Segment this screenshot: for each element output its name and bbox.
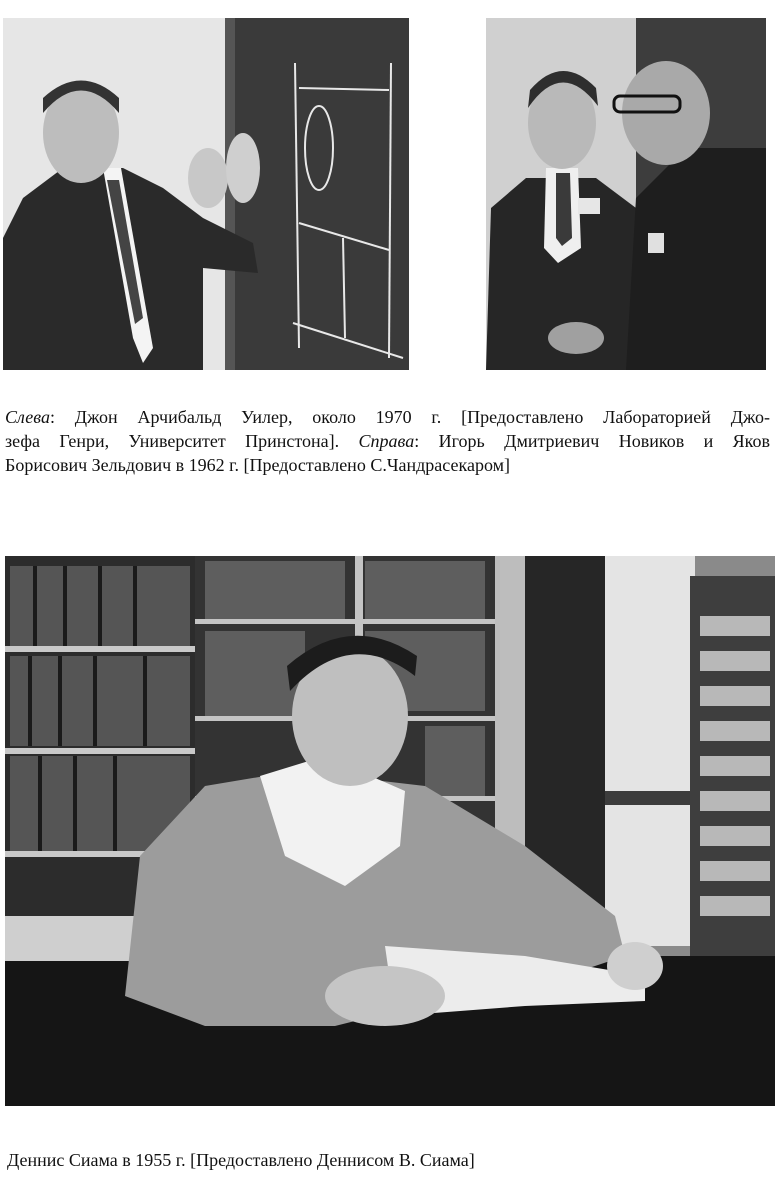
top-caption-line-3: Борисович Зельдович в 1962 г. [Предоставлено С.Чандрасекаром] <box>5 455 510 475</box>
top-caption-line-2a-text: зефа Генри, Университет Принстона]. <box>5 431 359 451</box>
right-label: Справа <box>358 431 415 451</box>
wheeler-photo-graphic <box>3 18 409 370</box>
top-caption-line-1 <box>5 405 770 429</box>
photo-sciama <box>5 556 775 1106</box>
top-caption-line-2 <box>5 429 770 453</box>
photo-wheeler <box>3 18 409 370</box>
novikov-photo-graphic <box>486 18 766 370</box>
top-caption <box>5 405 770 477</box>
photo-novikov-zeldovich <box>486 18 766 370</box>
left-label: Слева <box>5 407 50 427</box>
top-caption-line-1-text: : Джон Арчибальд Уилер, около 1970 г. [Предоставлено Лабораторией Джо- <box>49 407 770 427</box>
bottom-caption: Деннис Сиама в 1955 г. [Предоставлено Деннисом В. Сиама] <box>7 1150 475 1170</box>
top-caption-line-2b-text: : Игорь Дмитриевич Новиков и Яков <box>414 431 770 451</box>
sciama-photo-graphic <box>5 556 775 1106</box>
